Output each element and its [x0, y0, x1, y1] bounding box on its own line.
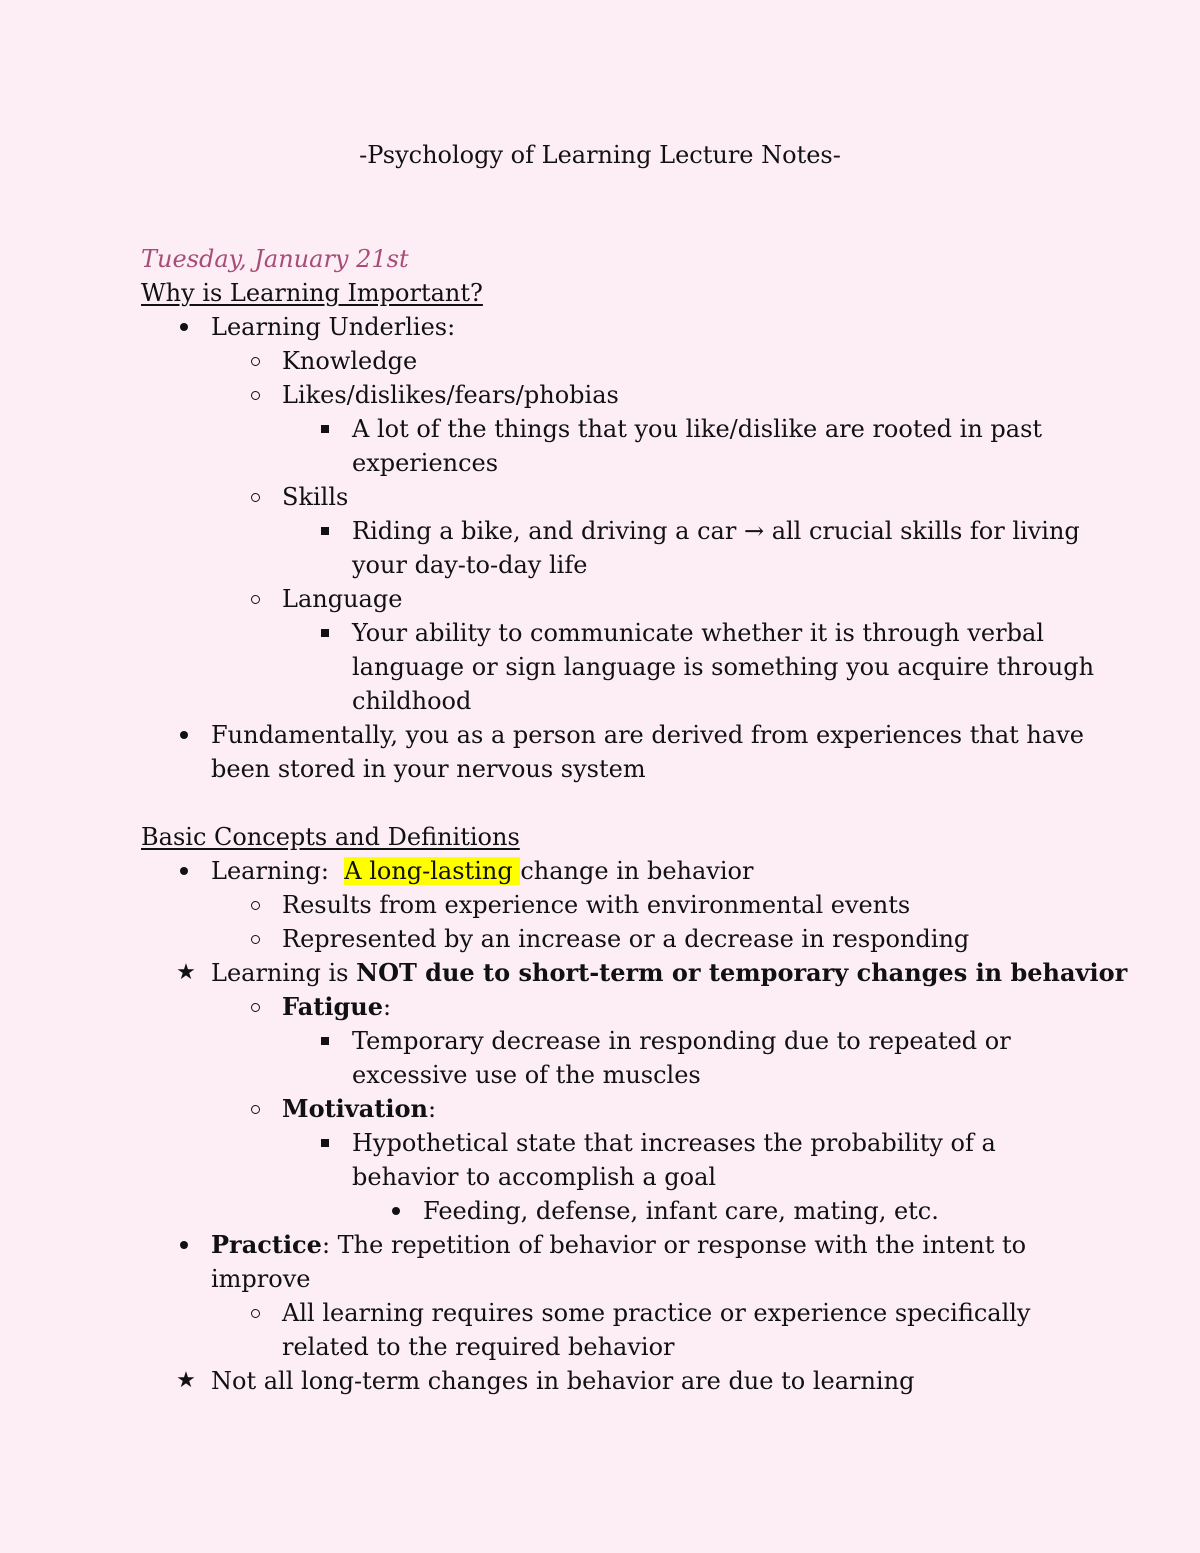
fatigue-colon: :: [382, 993, 392, 1021]
list-item-continuation: been stored in your nervous system: [211, 755, 646, 783]
list-item-continuation: childhood: [352, 687, 472, 715]
bullet-dot-icon: [172, 854, 196, 888]
list-item: Learning Underlies:: [211, 313, 456, 341]
bullet-square-icon: [313, 616, 337, 650]
list-item: Language: [282, 585, 403, 613]
bullet-dot-icon: [172, 1228, 196, 1262]
list-item-continuation: excessive use of the muscles: [352, 1061, 701, 1089]
list-item-continuation: language or sign language is something you acquire through: [352, 653, 1095, 681]
bullet-circle-icon: [243, 582, 267, 616]
list-item: Results from experience with environmental events: [282, 891, 911, 919]
list-item-fatigue: [282, 990, 391, 1024]
bullet-circle-icon: [243, 990, 267, 1024]
bullet-square-icon: [313, 412, 337, 446]
list-item-continuation: improve: [211, 1265, 311, 1293]
list-item: Temporary decrease in responding due to repeated or: [352, 1027, 1011, 1055]
list-item-continuation: related to the required behavior: [282, 1333, 675, 1361]
motivation-colon: :: [427, 1095, 437, 1123]
section-heading-why-learning: Why is Learning Important?: [141, 279, 483, 307]
list-item: Skills: [282, 483, 349, 511]
highlighted-text: A long-lasting: [344, 857, 521, 885]
list-item: Knowledge: [282, 347, 418, 375]
list-item: Riding a bike, and driving a car → all crucial skills for living: [352, 517, 1080, 545]
star-icon: ★: [176, 1368, 196, 1393]
list-item-star: Not all long-term changes in behavior are due to learning: [211, 1367, 915, 1395]
bullet-circle-icon: [243, 1092, 267, 1126]
bullet-dot-icon: [172, 718, 196, 752]
list-item: Hypothetical state that increases the probability of a: [352, 1129, 996, 1157]
fatigue-label: Fatigue: [282, 992, 383, 1021]
list-item-practice: [211, 1228, 1026, 1262]
list-item: Feeding, defense, infant care, mating, etc.: [423, 1197, 939, 1225]
star-text: Learning is: [211, 959, 357, 987]
bullet-dot-icon: [384, 1194, 408, 1228]
practice-label: Practice: [211, 1230, 322, 1259]
bullet-circle-icon: [243, 1296, 267, 1330]
list-item-star: [211, 956, 1127, 990]
bullet-circle-icon: [243, 378, 267, 412]
star-bold-text: NOT due to short-term or temporary changes in behavior: [356, 958, 1128, 987]
learning-label: Learning:: [211, 857, 329, 885]
list-item: Represented by an increase or a decrease in responding: [282, 925, 970, 953]
practice-text: : The repetition of behavior or response with the intent to: [321, 1231, 1027, 1259]
bullet-circle-icon: [243, 922, 267, 956]
list-item-motivation: [282, 1092, 436, 1126]
list-item-continuation: behavior to accomplish a goal: [352, 1163, 717, 1191]
list-item: A lot of the things that you like/dislike are rooted in past: [352, 415, 1043, 443]
definition-text: change in behavior: [520, 857, 754, 885]
bullet-dot-icon: [172, 310, 196, 344]
bullet-square-icon: [313, 1126, 337, 1160]
list-item: Your ability to communicate whether it is through verbal: [352, 619, 1044, 647]
bullet-circle-icon: [243, 888, 267, 922]
section-heading-basic-concepts: Basic Concepts and Definitions: [141, 823, 520, 851]
date-heading: Tuesday, January 21st: [141, 245, 409, 273]
list-item: Likes/dislikes/fears/phobias: [282, 381, 619, 409]
bullet-circle-icon: [243, 480, 267, 514]
list-item-learning-definition: [211, 854, 753, 888]
list-item-continuation: your day-to-day life: [352, 551, 588, 579]
list-item-continuation: experiences: [352, 449, 499, 477]
bullet-square-icon: [313, 1024, 337, 1058]
document-title: -Psychology of Learning Lecture Notes-: [359, 141, 841, 169]
list-item: All learning requires some practice or experience specifically: [282, 1299, 1031, 1327]
bullet-circle-icon: [243, 344, 267, 378]
bullet-square-icon: [313, 514, 337, 548]
star-icon: ★: [176, 960, 196, 985]
list-item: Fundamentally, you as a person are derived from experiences that have: [211, 721, 1084, 749]
motivation-label: Motivation: [282, 1094, 428, 1123]
